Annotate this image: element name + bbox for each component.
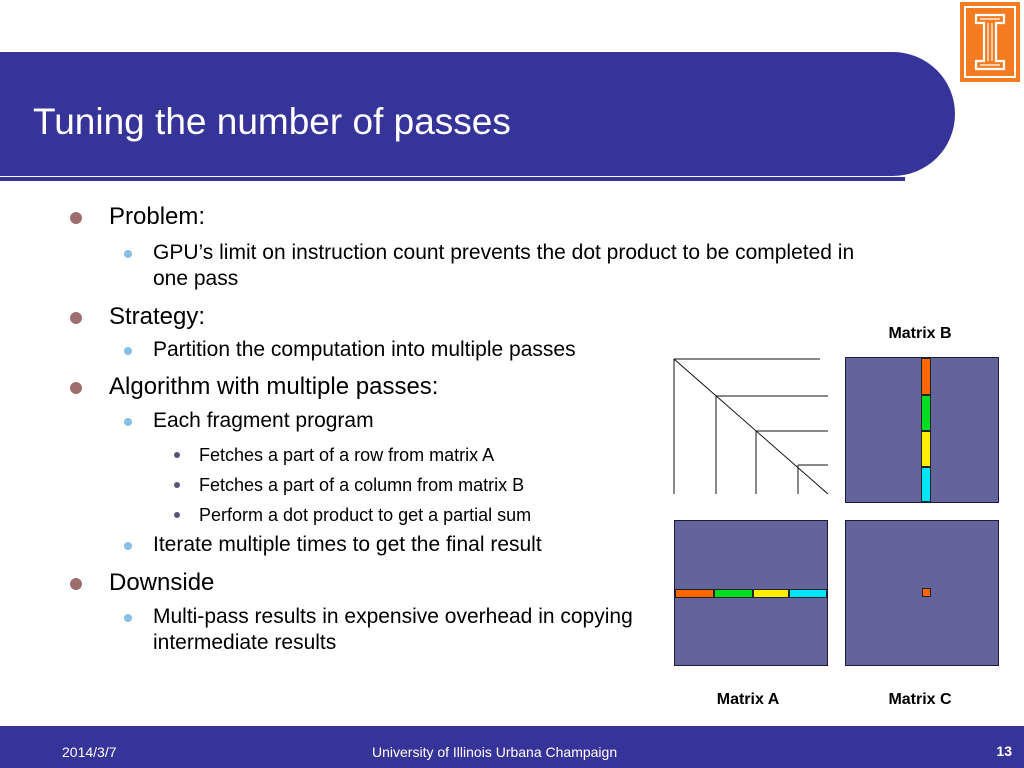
bullet-dot-icon [174,452,180,458]
bullet-fetch-row: Fetches a part of a row from matrix A [199,445,495,465]
bullet-algorithm: Algorithm with multiple passes: [109,373,439,400]
bullet-dot-icon [174,512,180,518]
title-underline [0,177,905,181]
matrix-b [845,357,999,503]
bullet-strategy: Strategy: [109,303,206,330]
illinois-logo [960,2,1020,82]
bullet-strategy-detail: Partition the computation into multiple passes [153,338,576,361]
bullet-dot-product: Perform a dot product to get a partial sum [199,505,532,525]
bullet-dot-icon [70,382,82,394]
bullet-iterate: Iterate multiple times to get the final result [153,533,542,556]
matrix-a [674,520,828,666]
bullet-problem: Problem: [109,203,206,230]
slide-title: Tuning the number of passes [33,101,511,142]
bullet-downside-detail: Multi-pass results in expensive overhead in copying intermediate results [153,605,633,654]
bullet-fetch-col: Fetches a part of a column from matrix B [199,475,525,495]
matrix-b-segment-green [921,395,931,431]
bullet-dot-icon [174,482,180,488]
footer-date: 2014/3/7 [62,744,117,760]
footer-institution: University of Illinois Urbana Champaign [372,744,618,760]
matrix-b-segment-cyan [921,467,931,502]
bullet-downside: Downside [109,569,215,596]
matrix-b-segment-yellow [921,431,931,467]
bullet-dot-icon [70,212,82,224]
bullet-problem-detail: GPU’s limit on instruction count prevents the dot product to be completed in one pass [153,241,855,290]
matrix-c [845,520,999,666]
matrix-a-label: Matrix A [716,691,780,708]
bullet-dot-icon [124,542,132,550]
matrix-a-segment-cyan [789,589,827,598]
bullet-fragment-program: Each fragment program [153,409,374,432]
bullet-dot-icon [124,347,132,355]
bullet-dot-icon [70,312,82,324]
matrix-c-result-cell [922,588,931,597]
page-number: 13 [996,743,1012,759]
bullet-dot-icon [124,418,132,426]
bullet-dot-icon [70,578,82,590]
matrix-b-segment-orange [921,358,931,395]
bullet-dot-icon [124,250,132,258]
matrix-a-segment-orange [675,589,714,598]
matrix-b-label: Matrix B [888,325,952,342]
matrix-a-segment-yellow [753,589,789,598]
pass-partition-diagram [670,352,840,502]
bullet-dot-icon [124,614,132,622]
illinois-block-i-icon [960,2,1020,82]
matrix-a-segment-green [714,589,753,598]
matrix-c-label: Matrix C [888,691,952,708]
